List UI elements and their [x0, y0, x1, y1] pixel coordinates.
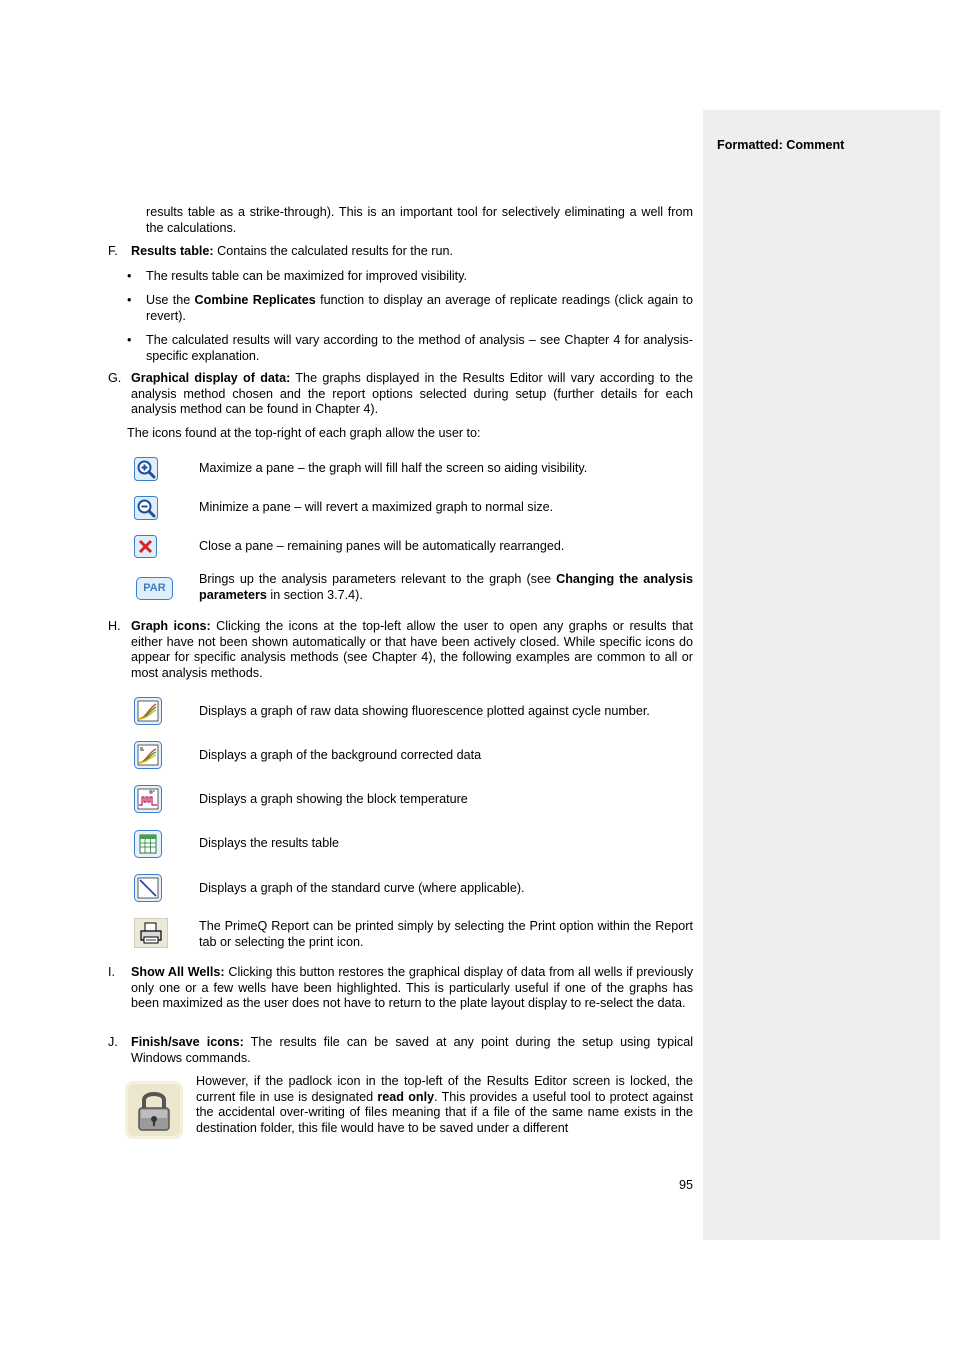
section-i-paragraph [131, 965, 693, 1012]
page-number: 95 [678, 1178, 693, 1192]
section-f-paragraph [131, 244, 693, 260]
parameters-icon: PAR [136, 577, 173, 600]
margin-comment-label: Formatted: Comment [717, 138, 845, 152]
bullet-1-text: The results table can be maximized for improved visibility. [146, 269, 468, 283]
standard-curve-description: Displays a graph of the standard curve (where applicable). [199, 881, 525, 895]
section-i-text: Clicking this button restores the graphical display of data from all wells if previously only one or a few wells have been highlighted. This is particularly useful if one of the graphs has been maximized as the user does not have to return to the plate layout display to re-select the data. [131, 965, 693, 1011]
table-description: Displays the results table [199, 836, 339, 850]
close-description: Close a pane – remaining panes will be automatically rearranged. [199, 539, 565, 553]
section-h-marker: H. [108, 619, 121, 633]
section-i-marker: I. [108, 965, 115, 979]
padlock-paragraph [196, 1074, 693, 1136]
results-table-icon [134, 830, 162, 858]
bullet-2-text [146, 293, 693, 324]
section-f-label: Results table: [131, 244, 214, 258]
section-j-label: Finish/save icons: [131, 1035, 244, 1049]
maximize-description: Maximize a pane – the graph will fill half the screen so aiding visibility. [199, 461, 588, 475]
section-j-marker: J. [108, 1035, 118, 1049]
bullet-3-text: The calculated results will vary according to the method of analysis – see Chapter 4 for analysis-specific explanation. [146, 333, 693, 363]
par-bold: Changing the analysis parameters [199, 572, 693, 602]
continuation-paragraph: results table as a strike-through). This is an important tool for selectively eliminating a well from the calculations. [146, 205, 693, 235]
block-temperature-graph-icon [134, 785, 162, 813]
bullet-2-symbol: • [127, 293, 132, 307]
close-icon [134, 535, 157, 558]
background-corrected-graph-icon [134, 741, 162, 769]
standard-curve-graph-icon [134, 874, 162, 902]
section-j-text: The results file can be saved at any point during the setup using typical Windows commands. [131, 1035, 693, 1065]
section-h-paragraph [131, 619, 693, 681]
bullet-2-pre: Use the [146, 293, 195, 307]
section-f-marker: F. [108, 244, 118, 258]
section-g-paragraph [131, 371, 693, 418]
section-h-label: Graph icons: [131, 619, 211, 633]
section-h-text: Clicking the icons at the top-left allow the user to open any graphs or results that either have not been shown automatically or that have been actively closed. While specific icons do appear for specific analysis methods (see Chapter 4), the following examples are common to all or most analysis methods. [131, 619, 694, 680]
comment-margin [703, 110, 940, 1240]
print-description: The PrimeQ Report can be printed simply by selecting the Print option within the Report tab or selecting the print icon. [199, 919, 693, 949]
section-g-label: Graphical display of data: [131, 371, 291, 385]
bullet-3-symbol: • [127, 333, 132, 347]
bullet-2-post: function to display an average of replicate readings (click again to revert). [146, 293, 694, 323]
parameters-description [199, 572, 693, 603]
raw-data-graph-icon [134, 697, 162, 725]
par-pre: Brings up the analysis parameters relevant to the graph (see [199, 572, 557, 586]
zoom-out-icon [134, 496, 158, 520]
temperature-description: Displays a graph showing the block temperature [199, 792, 468, 806]
section-g-text: The graphs displayed in the Results Editor will vary according to the analysis method chosen and the report options selected during setup (further details for each analysis method can be found in Chapter 4). [131, 371, 693, 417]
padlock-pre: However, if the padlock icon in the top-left of the Results Editor screen is locked, the current file in use is designated [196, 1074, 693, 1104]
section-i-label: Show All Wells: [131, 965, 225, 979]
bullet-1-symbol: • [127, 269, 132, 283]
padlock-bold: read only [377, 1089, 435, 1104]
section-g-marker: G. [108, 371, 122, 385]
section-g-intro: The icons found at the top-right of each graph allow the user to: [127, 426, 481, 440]
background-description: Displays a graph of the background corrected data [199, 748, 482, 762]
padlock-icon [125, 1081, 183, 1139]
bullet-2-bold: Combine Replicates [194, 293, 316, 307]
printer-icon [134, 918, 168, 948]
raw-data-description: Displays a graph of raw data showing fluorescence plotted against cycle number. [199, 704, 650, 718]
section-j-paragraph [131, 1035, 693, 1066]
zoom-in-icon [134, 457, 158, 481]
par-post: in section 3.7.4). [266, 587, 363, 602]
minimize-description: Minimize a pane – will revert a maximized graph to normal size. [199, 500, 554, 514]
padlock-post: . This provides a useful tool to protect against the accidental over-writing of files meaning that if a file of the same name exists in the destination folder, this file would have to be saved under a different [196, 1089, 693, 1135]
section-f-text: Contains the calculated results for the run. [213, 244, 454, 258]
